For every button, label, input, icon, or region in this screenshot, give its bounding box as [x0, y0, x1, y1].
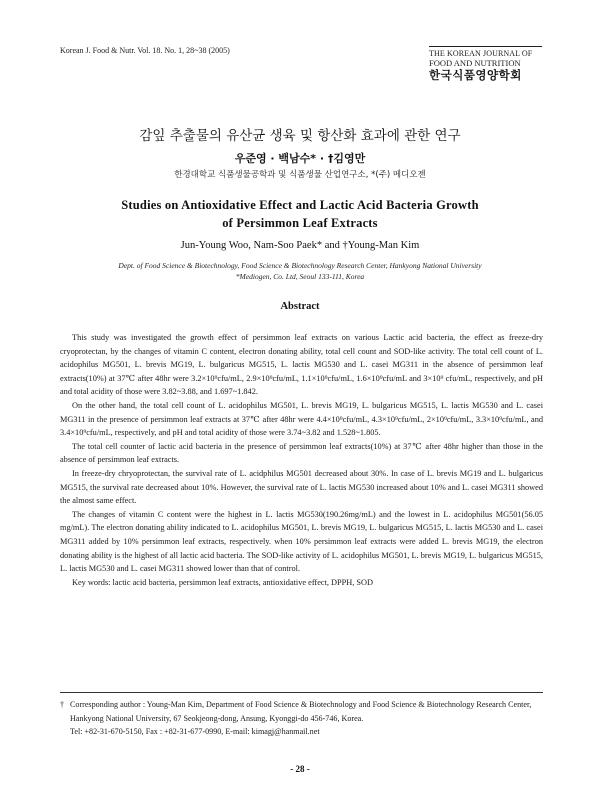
key-words: Key words: lactic acid bacteria, persimmon leaf extracts, antioxidative effect, DPPH, SOD — [72, 577, 373, 587]
english-title — [0, 196, 600, 232]
journal-name-line1: THE KOREAN JOURNAL OF — [429, 49, 533, 58]
running-head: Korean J. Food & Nutr. Vol. 18. No. 1, 28~38 (2005) — [60, 46, 230, 55]
abstract-paragraph-1: This study was investigated the growth effect of persimmon leaf extracts on various Lactic acid bacteria, the effect as freeze-dry cryoprotectan, by the changes of vitamin C content, electron donating ability, total cell count and SOD-like activity. The total cell count of L. acidophilus MG501, L. brevis MG19, L. bulgaricus MG515, L. lactis MG530 and L. casei MG311 in the absence of persimmon leaf extracts(10%) at 37℃ after 48hr were 3.2×10⁹cfu/mL, 2.9×10⁹cfu/mL, 1.1×10⁹cfu/mL, 1.6×10⁹cfu/mL and 3×10⁹ cfu/mL, respectively, and pH and total acidity of those were 3.82~3.88, and 1.697~1.842. — [60, 333, 543, 397]
corresponding-author-footnote — [60, 698, 543, 739]
journal-top-rule — [429, 46, 542, 47]
english-affiliation — [0, 260, 600, 282]
abstract-paragraph-3: The total cell counter of lactic acid bacteria in the presence of persimmon leaf extracts(10%) at 37℃ after 48hr higher than those in the absence of persimmon leaf extracts. — [60, 441, 543, 465]
korean-title: 감잎 추출물의 유산균 생육 및 항산화 효과에 관한 연구 — [139, 128, 461, 144]
footnote-rule — [60, 692, 543, 693]
english-affiliation-line2: *Mediogen, Co. Ltd, Seoul 133-111, Korea — [235, 272, 365, 281]
abstract-heading: Abstract — [280, 301, 320, 312]
abstract-paragraph-5: The changes of vitamin C content were the highest in L. lactis MG530(190.26mg/mL) and the lowest in L. acidophilus MG501(56.05 mg/mL). The electron donating ability indicated to L. acidophilus MG501, L. brevis MG19, L. bulgaricus MG515, L. lactis MG530 and L. casei MG311 added by 10% persimmon leaf extracts, respectively. when 10% persimmon leaf extracts were added L. brevis MG19, the electron donating ability is the highest of all lactic acid bacteria. The SOD-like activity of L. acidophilus MG501, L. brevis MG19, L. bulgaricus MG515, L. lactis MG530 and L. casei MG311 showed lower than that of control. — [60, 509, 543, 574]
journal-name-korean: 한국식품영양학회 — [429, 68, 522, 82]
page-number: - 28 - — [290, 764, 310, 774]
korean-affiliation: 한경대학교 식품생물공학과 및 식품생물 산업연구소, *(주) 메디오젠 — [174, 170, 426, 180]
english-affiliation-line1: Dept. of Food Science & Biotechnology, Food Science & Biotechnology Research Center, Hankyong National University — [118, 261, 482, 270]
abstract-paragraph-2: On the other hand, the total cell count of L. acidophilus MG501, L. brevis MG19, L. bulgaricus MG515, L. lactis MG530 and L. casei MG311 in the presence of persimmon leaf extracts at 37℃ after 48hr were 4.4×10⁹cfu/mL, 4.3×10⁹cfu/mL, 2×10⁹cfu/mL, 3.3×10⁹cfu/mL, and 3.4×10⁹cfu/mL, respectively, and pH and total acidity of those were 3.74~3.82 and 1.528~1.805. — [60, 400, 543, 438]
korean-authors: 우준영 · 백남수* · †김영만 — [234, 152, 366, 165]
footnote-body — [70, 698, 543, 739]
english-authors: Jun-Young Woo, Nam-Soo Paek* and †Young-Man Kim — [180, 240, 420, 251]
journal-logo-block — [429, 46, 542, 82]
english-title-line1: Studies on Antioxidative Effect and Lactic Acid Bacteria Growth — [121, 198, 479, 212]
footnote-contact: Tel: +82-31-670-5150, Fax : +82-31-677-0990, E-mail: kimagj@hanmail.net — [70, 727, 320, 736]
abstract-paragraph-4: In freeze-dry chryoprotectan, the survival rate of L. acidphilus MG501 decreased about 30%. In case of L. brevis MG19 and L. bulgaricus MG515, the survival rate decreased about 10%. However, the survival rate of L. lactis MG530 increased about 10% and L. casei MG311 showed the almost same effect. — [60, 468, 543, 506]
footnote-text: Corresponding author : Young-Man Kim, Department of Food Science & Biotechnology and Food Science & Biotechnology Research Center, Hankyong National University, 67 Seokjeong-dong, Ansung, Kyonggi-do 456-746, Korea. — [70, 700, 532, 723]
abstract-body — [60, 331, 543, 589]
dagger-mark: † — [60, 700, 65, 709]
journal-name-line2: FOOD AND NUTRITION — [429, 58, 521, 68]
english-title-line2: of Persimmon Leaf Extracts — [222, 216, 378, 230]
